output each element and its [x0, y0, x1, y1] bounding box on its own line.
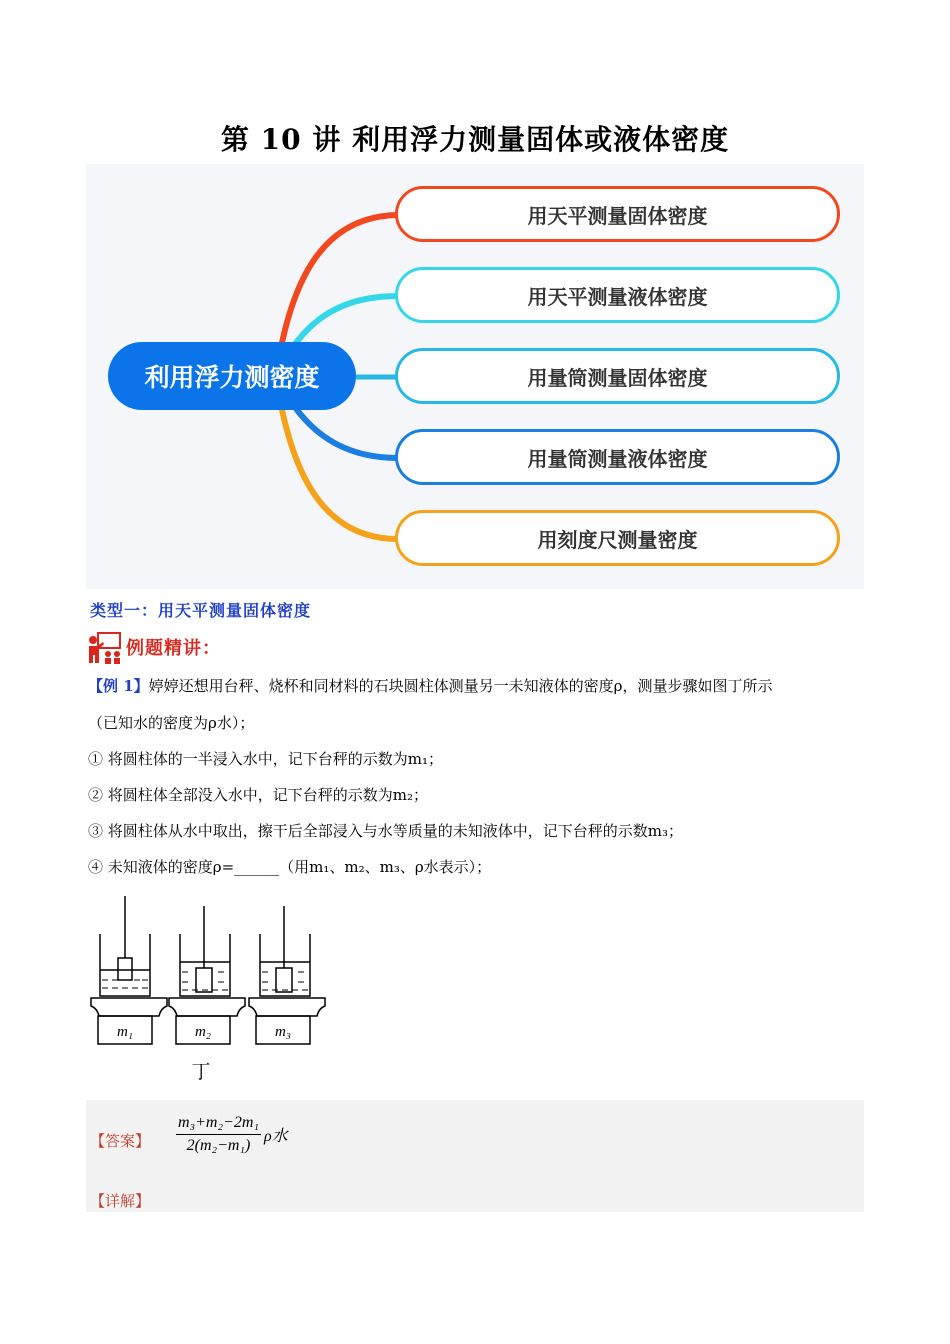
- beaker-1: [91, 896, 167, 1044]
- figure-caption: 丁: [191, 1061, 211, 1083]
- step-1: ① 将圆柱体的一半浸入水中，记下台秤的示数为m₁；: [88, 750, 444, 768]
- question-text-1: 婷婷还想用台秤、烧杯和同材料的石块圆柱体测量另一未知液体的密度ρ，测量步骤如图丁所示: [148, 677, 773, 695]
- step-3: ③ 将圆柱体从水中取出，擦干后全部浸入与水等质量的未知液体中，记下台秤的示数m₃；: [88, 822, 684, 840]
- branch-balance-liquid: 用天平测量液体密度: [395, 267, 840, 323]
- mind-map: [86, 164, 864, 589]
- scale-label-2: m₂: [194, 1024, 212, 1040]
- step-2: ② 将圆柱体全部没入水中，记下台秤的示数为m₂；: [88, 786, 429, 804]
- branch-balance-solid: 用天平测量固体密度: [395, 186, 840, 242]
- type-heading: 类型一：用天平测量固体密度: [90, 601, 312, 620]
- question-line-2: （已知水的密度为ρ水）；: [88, 714, 255, 732]
- formula-denominator: 2(m₂−m₁): [186, 1137, 251, 1154]
- scale-label-1: m₁: [116, 1024, 134, 1040]
- answer-box: [86, 1100, 864, 1212]
- scale-label-3: m₃: [274, 1024, 292, 1040]
- branch-cylinder-solid: 用量筒测量固体密度: [395, 348, 840, 404]
- answer-label: 【答案】: [90, 1132, 151, 1150]
- detail-label: 【详解】: [90, 1192, 151, 1210]
- branch-ruler: 用刻度尺测量密度: [395, 510, 840, 566]
- page-title: 第 10 讲 利用浮力测量固体或液体密度: [220, 123, 730, 156]
- scale-diagram: [88, 890, 328, 1090]
- mind-map-root: 利用浮力测密度: [108, 342, 356, 410]
- formula-numerator: m₃+m₂−2m₁: [176, 1114, 261, 1135]
- formula-density-factor: ρ水: [263, 1128, 288, 1145]
- example-heading: [86, 630, 221, 664]
- teacher-icon: [86, 630, 122, 664]
- example-tag: 【例 1】: [88, 677, 149, 695]
- example-heading-label: 例题精讲：: [126, 638, 221, 659]
- question-line-1: [88, 676, 773, 696]
- branch-cylinder-liquid: 用量筒测量液体密度: [395, 429, 840, 485]
- figure-ding: [88, 890, 328, 1094]
- answer-formula: [176, 1114, 288, 1155]
- step-4: ④ 未知液体的密度ρ=______（用m₁、m₂、m₃、ρ水表示）；: [88, 858, 492, 876]
